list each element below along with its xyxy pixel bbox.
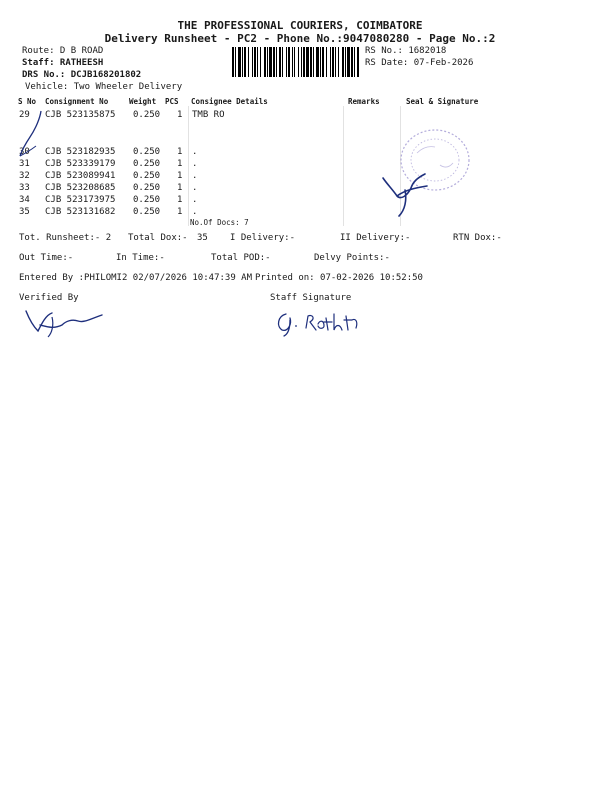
row-consignee-details: . bbox=[192, 195, 198, 205]
row-consignment-no: CJB 523089941 bbox=[45, 171, 116, 181]
staff-label: Staff: RATHEESH bbox=[22, 58, 104, 68]
rs-number: RS No.: 1682018 bbox=[365, 46, 447, 56]
row-sno: 35 bbox=[19, 207, 30, 217]
route-label: Route: D B ROAD bbox=[22, 46, 104, 56]
row-sno: 33 bbox=[19, 183, 30, 193]
row-sno: 34 bbox=[19, 195, 30, 205]
rs-date: RS Date: 07-Feb-2026 bbox=[365, 58, 474, 68]
total-dox-value: 35 bbox=[197, 233, 208, 243]
total-pod: Total POD:- bbox=[211, 253, 271, 263]
row-sno: 32 bbox=[19, 171, 30, 181]
row-consignee-details: . bbox=[192, 183, 198, 193]
verified-by-label: Verified By bbox=[19, 293, 79, 303]
drs-number: DRS No.: DCJB168201802 bbox=[22, 70, 142, 80]
delvy-points: Delvy Points:- bbox=[314, 253, 390, 263]
in-time: In Time:- bbox=[116, 253, 165, 263]
out-time: Out Time:- bbox=[19, 253, 74, 263]
row-pcs: 1 bbox=[177, 110, 183, 120]
row-sno: 30 bbox=[19, 147, 30, 157]
row-pcs: 1 bbox=[177, 147, 183, 157]
row-pcs: 1 bbox=[177, 171, 183, 181]
total-dox-label: Total Dox:- bbox=[128, 233, 188, 243]
row-consignee-details: . bbox=[192, 159, 198, 169]
row-consignee-details: . bbox=[192, 207, 198, 217]
staff-signature-label: Staff Signature bbox=[270, 293, 352, 303]
company-title: THE PROFESSIONAL COURIERS, COIMBATORE bbox=[177, 19, 423, 32]
row-weight: 0.250 bbox=[133, 195, 161, 205]
row-consignment-no: CJB 523173975 bbox=[45, 195, 116, 205]
row-pcs: 1 bbox=[177, 195, 183, 205]
entered-by: Entered By :PHILOMI2 02/07/2026 10:47:39 AM bbox=[19, 273, 252, 283]
row-consignment-no: CJB 523182935 bbox=[45, 147, 116, 157]
row-consignment-no: CJB 523135875 bbox=[45, 110, 116, 120]
row-sno: 29 bbox=[19, 110, 30, 120]
col-header-remarks: Remarks bbox=[348, 97, 380, 106]
col-header-seal: Seal & Signature bbox=[406, 97, 479, 106]
col-header-sno: S No bbox=[18, 97, 37, 106]
printed-on: Printed on: 07-02-2026 10:52:50 bbox=[255, 273, 423, 283]
tot-runsheet: Tot. Runsheet:- 2 bbox=[19, 233, 112, 243]
staff-handwritten-signature bbox=[272, 306, 372, 338]
row-pcs: 1 bbox=[177, 159, 183, 169]
i-delivery: I Delivery:- bbox=[230, 233, 296, 243]
rtn-dox: RTN Dox:- bbox=[453, 233, 502, 243]
ii-delivery: II Delivery:- bbox=[340, 233, 411, 243]
row-pcs: 1 bbox=[177, 207, 183, 217]
row-consignment-no: CJB 523131682 bbox=[45, 207, 116, 217]
row-consignment-no: CJB 523339179 bbox=[45, 159, 116, 169]
row-weight: 0.250 bbox=[133, 159, 161, 169]
no-of-docs: No.Of Docs: 7 bbox=[190, 218, 249, 227]
row-consignee-details: . bbox=[192, 171, 198, 181]
row-sno: 31 bbox=[19, 159, 30, 169]
col-header-consignee: Consignee Details bbox=[191, 97, 268, 106]
col-header-pcs: PCS bbox=[165, 97, 179, 106]
row-consignee-details: . bbox=[192, 147, 198, 157]
receiver-signature bbox=[375, 160, 435, 220]
row-consignee-details: TMB RO bbox=[192, 110, 225, 120]
row-weight: 0.250 bbox=[133, 171, 161, 181]
row-weight: 0.250 bbox=[133, 147, 161, 157]
row-consignment-no: CJB 523208685 bbox=[45, 183, 116, 193]
row-weight: 0.250 bbox=[133, 207, 161, 217]
col-header-consignment: Consignment No bbox=[45, 97, 109, 106]
vehicle-label: Vehicle: Two Wheeler Delivery bbox=[25, 82, 183, 92]
verified-signature bbox=[18, 303, 113, 339]
col-header-weight: Weight bbox=[129, 97, 157, 106]
row-pcs: 1 bbox=[177, 183, 183, 193]
runsheet-subtitle: Delivery Runsheet - PC2 - Phone No.:9047080280 - Page No.:2 bbox=[104, 32, 496, 45]
row-weight: 0.250 bbox=[133, 183, 161, 193]
row-weight: 0.250 bbox=[133, 110, 161, 120]
